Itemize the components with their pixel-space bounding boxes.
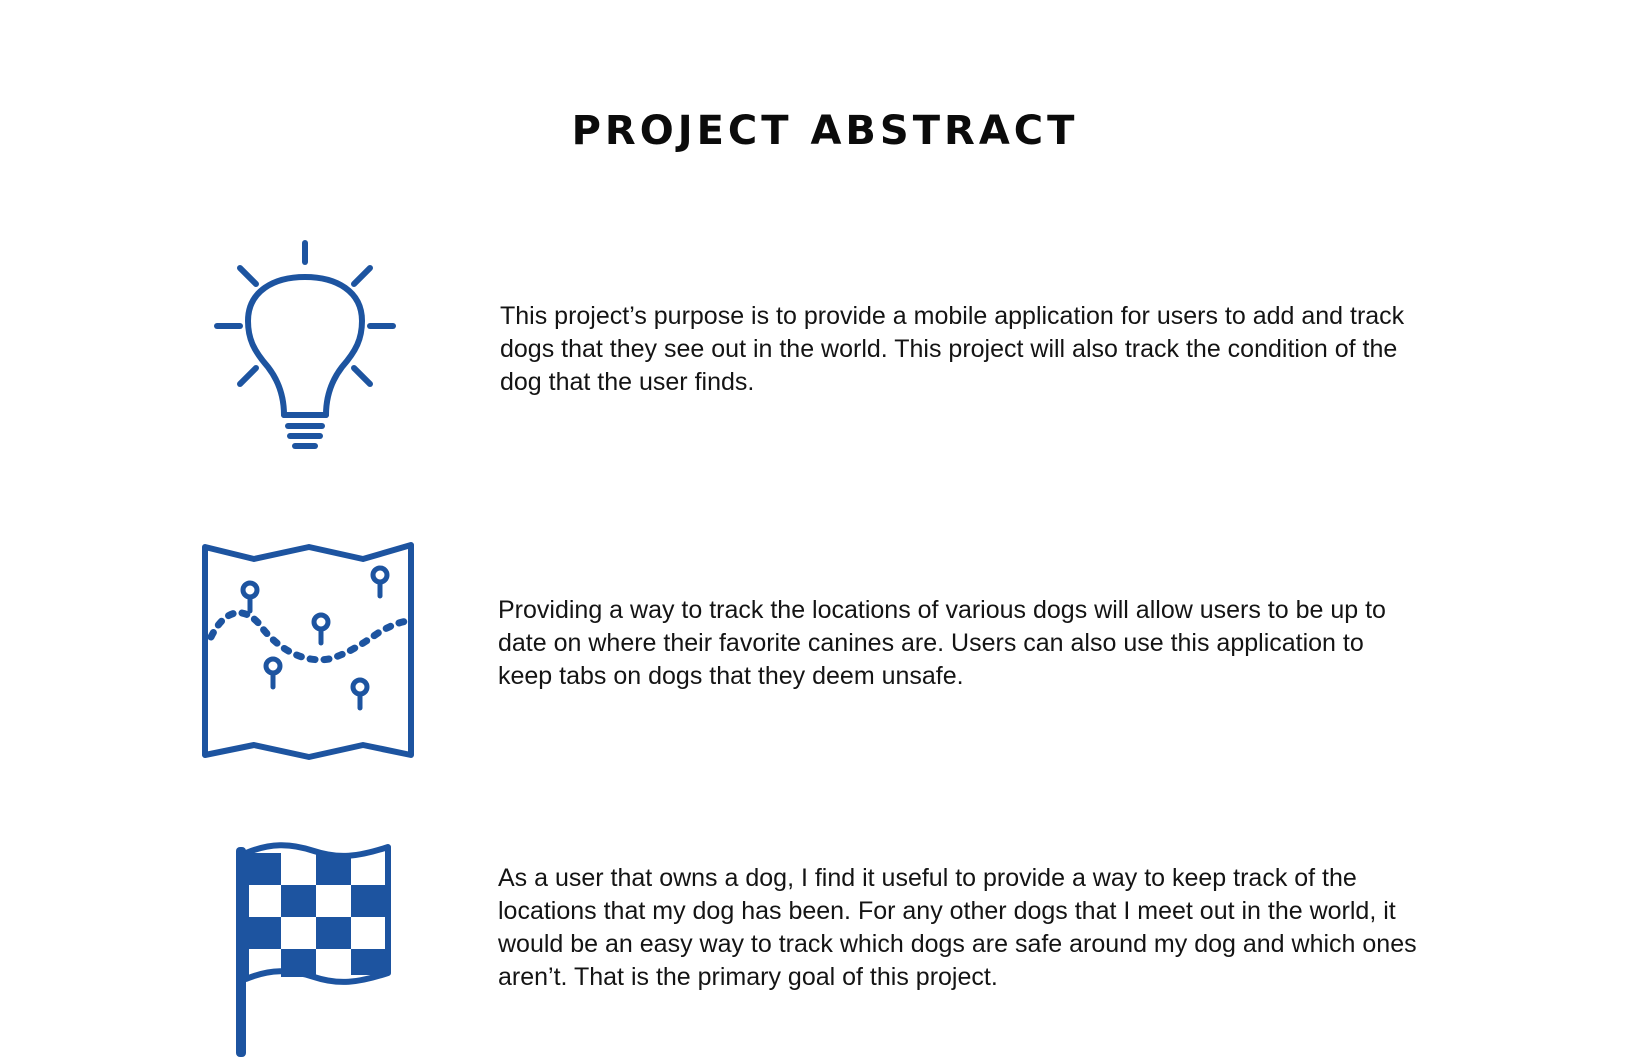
checkered-flag-icon xyxy=(230,841,398,1059)
page-title: PROJECT ABSTRACT xyxy=(571,108,1079,154)
map-icon xyxy=(201,541,419,761)
section-text-goal: As a user that owns a dog, I find it useful to provide a way to keep track of the locations that my dog has been. For any other dogs that I meet out in the world, it would be an easy way to track which dogs are safe around my dog and which ones aren’t. That is the primary goal of this project. xyxy=(498,864,1417,991)
section-text-locations: Providing a way to track the locations of various dogs will allow users to be up to date on where their favorite canines are. Users can also use this application to keep tabs on dogs that they deem unsafe. xyxy=(498,596,1386,690)
section-text-purpose: This project’s purpose is to provide a mobile application for users to add and track dogs that they see out in the world. This project will also track the condition of the dog that the user finds. xyxy=(500,302,1405,396)
lightbulb-icon xyxy=(210,235,400,457)
